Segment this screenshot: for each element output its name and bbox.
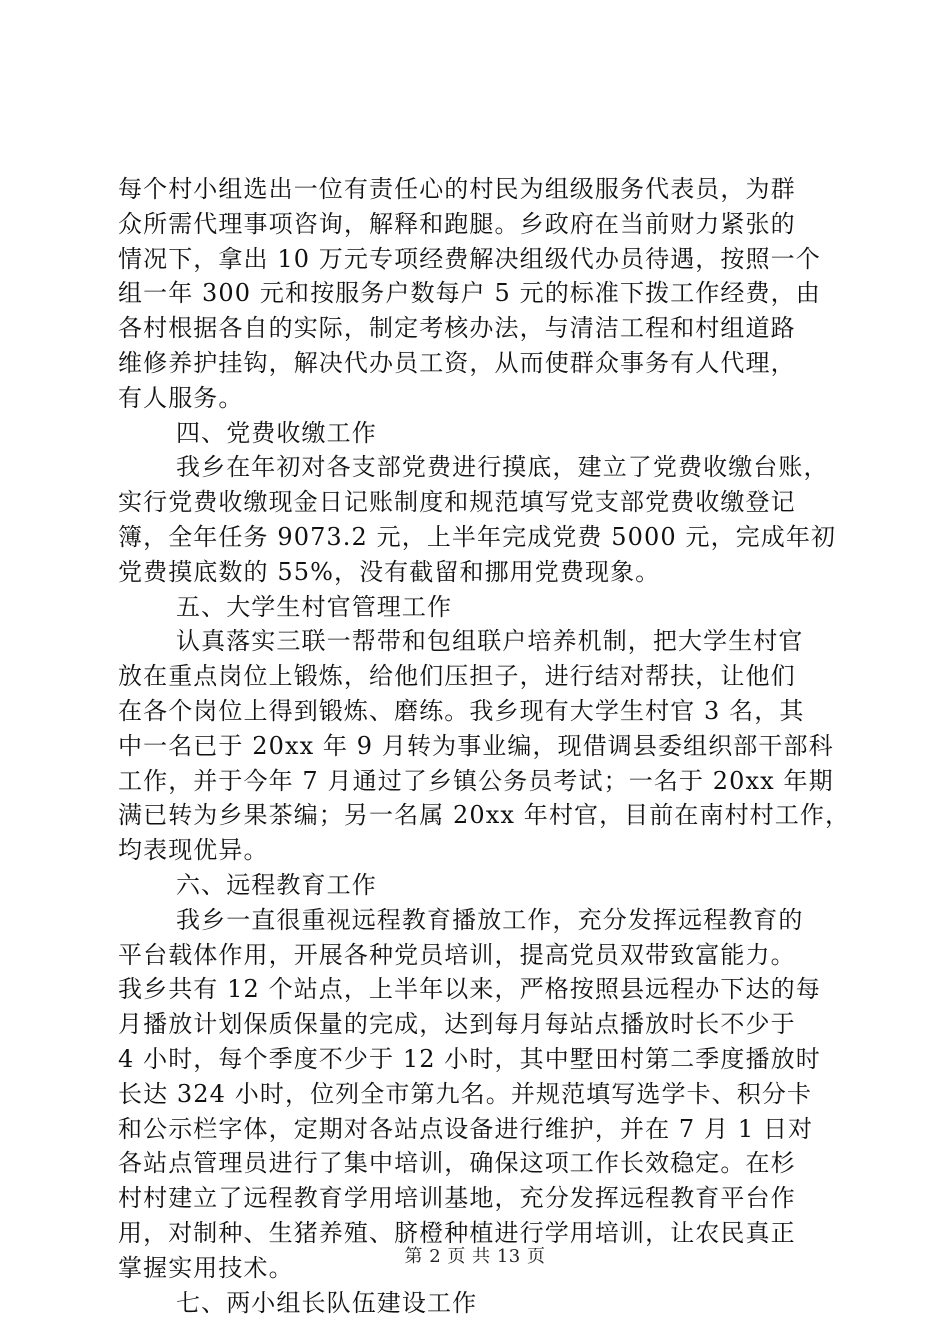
text-line: 均表现优异。: [118, 836, 269, 865]
text-line: 和公示栏字体，定期对各站点设备进行维护，并在 7 月 1 日对: [118, 1114, 814, 1143]
text-line: 簿，全年任务 9073.2 元，上半年完成党费 5000 元，完成年初: [118, 522, 837, 551]
text-line: 有人服务。: [118, 383, 244, 412]
section-heading: 四、党费收缴工作: [176, 418, 377, 447]
text-line: 在各个岗位上得到锻炼、磨练。我乡现有大学生村官 3 名，其: [118, 696, 805, 725]
text-line: 组一年 300 元和按服务户数每户 5 元的标准下拨工作经费，由: [118, 279, 821, 308]
paragraph-first-line: 我乡在年初对各支部党费进行摸底，建立了党费收缴台账，: [176, 453, 829, 482]
text-line: 满已转为乡果茶编；另一名属 20xx 年村官，目前在南村村工作，: [118, 801, 851, 830]
text-line: 掌握实用技术。: [118, 1253, 294, 1282]
section-heading: 六、远程教育工作: [176, 870, 377, 899]
text-line: 各站点管理员进行了集中培训，确保这项工作长效稳定。在杉: [118, 1149, 796, 1178]
paragraph-first-line: 认真落实三联一帮带和包组联户培养机制，把大学生村官: [176, 627, 804, 656]
text-line: 党费摸底数的 55%，没有截留和挪用党费现象。: [118, 557, 661, 586]
text-line: 我乡共有 12 个站点，上半年以来，严格按照县远程办下达的每: [118, 975, 821, 1004]
text-line: 每个村小组选出一位有责任心的村民为组级服务代表员，为群: [118, 175, 796, 203]
text-line: 工作，并于今年 7 月通过了乡镇公务员考试；一名于 20xx 年期: [118, 766, 834, 795]
text-line: 众所需代理事项咨询，解释和跑腿。乡政府在当前财力紧张的: [118, 209, 796, 238]
document-body: [118, 172, 851, 1320]
section-heading: 七、两小组长队伍建设工作: [176, 1288, 478, 1317]
text-line: 情况下，拿出 10 万元专项经费解决组级代办员待遇，按照一个: [118, 244, 821, 273]
text-line: 村村建立了远程教育学用培训基地，充分发挥远程教育平台作: [118, 1184, 796, 1213]
paragraph-first-line: 我乡一直很重视远程教育播放工作，充分发挥远程教育的: [176, 905, 804, 934]
text-line: 用，对制种、生猪养殖、脐橙种植进行学用培训，让农民真正: [118, 1218, 796, 1247]
text-line: 4 小时，每个季度不少于 12 小时，其中墅田村第二季度播放时: [118, 1044, 821, 1073]
text-line: 中一名已于 20xx 年 9 月转为事业编，现借调县委组织部干部科: [118, 731, 834, 760]
text-line: 平台载体作用，开展各种党员培训，提高党员双带致富能力。: [118, 940, 796, 969]
text-line: 长达 324 小时，位列全市第九名。并规范填写选学卡、积分卡: [118, 1079, 813, 1108]
page-number-footer: 第 2 页 共 13 页: [404, 1246, 546, 1267]
text-line: 放在重点岗位上锻炼，给他们压担子，进行结对帮扶，让他们: [118, 662, 796, 691]
section-heading: 五、大学生村官管理工作: [176, 592, 453, 621]
text-line: 实行党费收缴现金日记账制度和规范填写党支部党费收缴登记: [118, 488, 796, 517]
text-line: 月播放计划保质保量的完成，达到每月每站点播放时长不少于: [118, 1010, 796, 1039]
text-line: 各村根据各自的实际，制定考核办法，与清洁工程和村组道路: [118, 314, 796, 343]
text-line: 维修养护挂钩，解决代办员工资，从而使群众事务有人代理，: [118, 348, 796, 377]
